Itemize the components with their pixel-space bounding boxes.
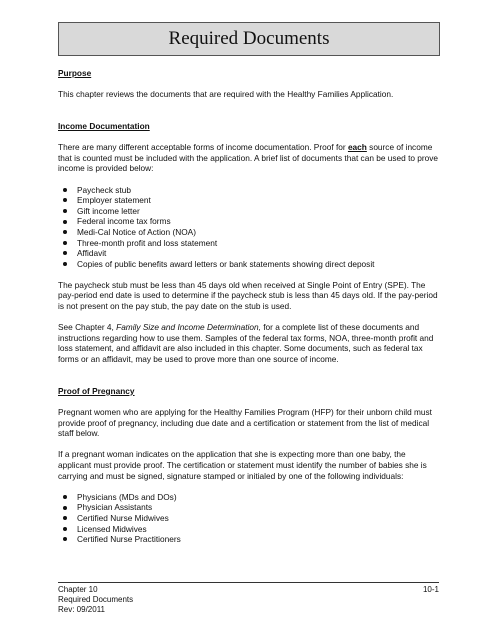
footer-section: Required Documents xyxy=(58,595,134,605)
medical-staff-list xyxy=(58,492,440,545)
income-intro-emphasis: each xyxy=(347,142,367,153)
list-item: Certified Nurse Practitioners xyxy=(58,534,440,545)
list-item: Paycheck stub xyxy=(58,185,440,196)
list-item: Copies of public benefits award letters or bank statements showing direct deposit xyxy=(58,259,440,270)
income-intro-before: There are many different acceptable forms of income documentation. Proof for xyxy=(58,142,348,153)
list-item: Employer statement xyxy=(58,195,440,206)
page-title: Required Documents xyxy=(58,22,440,56)
list-item: Three-month profit and loss statement xyxy=(58,238,440,249)
list-item: Physician Assistants xyxy=(58,502,440,513)
purpose-text: This chapter reviews the documents that are required with the Healthy Families Application. xyxy=(58,89,394,100)
chapter-ref-before: See Chapter 4, xyxy=(58,322,117,333)
paycheck-paragraph: The paycheck stub must be less than 45 days old when received at Single Point of Entry (SPE). The pay-period end date is used to determine if the paycheck stub is less than 45 days old. If the pay-period is not present on the pay stub, the pay date on the stub is used. xyxy=(58,279,438,312)
page-content xyxy=(58,68,440,545)
chapter-reference-paragraph xyxy=(58,322,440,364)
footer-divider xyxy=(58,582,439,583)
footer-chapter: Chapter 10 xyxy=(58,585,98,594)
list-item: Physicians (MDs and DOs) xyxy=(58,492,440,503)
page-number: 10-1 xyxy=(422,585,439,594)
income-intro-after: source of income that is counted must be included with the application. A brief list of documents that can be used to prove income is provided below: xyxy=(58,142,439,174)
list-item: Federal income tax forms xyxy=(58,216,440,227)
pregnancy-paragraph-2: If a pregnant woman indicates on the application that she is expecting more than one baby, the applicant must provide proof. The certification or statement must identify the number of babies she is carrying and must be signed, signature stamped or initialed by one of the following individuals: xyxy=(58,449,427,481)
footer-revision: Rev: 09/2011 xyxy=(58,605,105,615)
income-document-list xyxy=(58,185,440,270)
income-heading: Income Documentation xyxy=(58,120,150,131)
pregnancy-paragraph-1: Pregnant women who are applying for the Healthy Families Program (HFP) for their unborn child must provide proof of pregnancy, including due date and a certification or statement from the list of medical staff below. xyxy=(58,407,432,439)
chapter-ref-title: Family Size and Income Determination, xyxy=(116,322,261,333)
list-item: Gift income letter xyxy=(58,206,440,217)
list-item: Certified Nurse Midwives xyxy=(58,513,440,524)
list-item: Medi-Cal Notice of Action (NOA) xyxy=(58,227,440,238)
list-item: Licensed Midwives xyxy=(58,524,440,535)
footer-info xyxy=(58,585,133,616)
income-intro xyxy=(58,142,440,174)
chapter-ref-after: for a complete list of these documents and instructions regarding how to use them. Samples of the federal tax forms, NOA, three-month profit and loss statement, and affidavit are also included in this chapter. Some documents, such as federal tax forms or an affidavit, may be used to prove more than one source of income. xyxy=(58,322,434,365)
purpose-heading: Purpose xyxy=(58,68,92,78)
list-item: Affidavit xyxy=(58,248,440,259)
pregnancy-heading: Proof of Pregnancy xyxy=(58,385,135,396)
